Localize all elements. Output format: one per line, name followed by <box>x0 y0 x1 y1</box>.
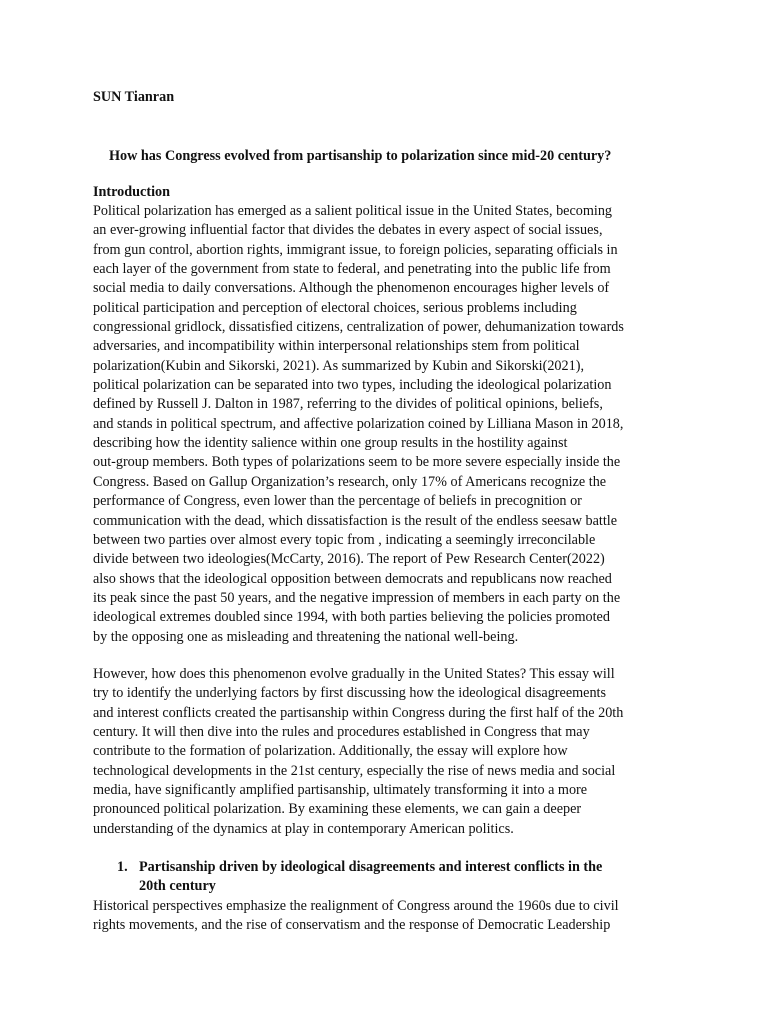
text-line: divide between two ideologies(McCarty, 2016). The report of Pew Research Center(2022) <box>93 551 605 568</box>
author-name: SUN Tianran <box>93 89 175 105</box>
text-line: media, have significantly amplified partisanship, ultimately transforming it into a more <box>93 782 588 799</box>
text-line: technological developments in the 21st century, especially the rise of news media and social <box>93 762 616 779</box>
text-line: an ever-growing influential factor that divides the debates in every aspect of social issues, <box>93 222 603 239</box>
text-line: contribute to the formation of polarization. Additionally, the essay will explore how <box>93 743 568 760</box>
introduction-heading: Introduction <box>93 184 170 200</box>
text-line: However, how does this phenomenon evolve gradually in the United States? This essay will <box>93 666 615 682</box>
text-line: congressional gridlock, dissatisfied citizens, centralization of power, dehumanization towards <box>93 319 624 336</box>
text-line: understanding of the dynamics at play in contemporary American politics. <box>93 820 514 837</box>
text-line: rights movements, and the rise of conservatism and the response of Democratic Leadership <box>93 917 611 934</box>
text-line: political participation and perception of electoral choices, serious problems including <box>93 299 577 316</box>
introduction-paragraph <box>93 202 683 647</box>
text-line: Political polarization has emerged as a salient political issue in the United States, becoming <box>93 203 613 219</box>
section-heading-line: Partisanship driven by ideological disagreements and interest conflicts in the <box>139 859 603 875</box>
text-line: pronounced political polarization. By examining these elements, we can gain a deeper <box>93 801 582 818</box>
section-1-paragraph <box>93 897 683 936</box>
overview-paragraph <box>93 665 683 839</box>
section-1-heading <box>117 858 602 896</box>
text-line: social media to daily conversations. Although the phenomenon encourages higher levels of <box>93 280 610 297</box>
section-heading-line: 20th century <box>139 878 216 894</box>
text-line: century. It will then dive into the rules and procedures established in Congress that may <box>93 724 590 741</box>
text-line: performance of Congress, even lower than the percentage of beliefs in precognition or <box>93 493 582 510</box>
text-line: and stands in political spectrum, and affective polarization coined by Lilliana Mason in 2018, <box>93 415 624 432</box>
text-line: Historical perspectives emphasize the realignment of Congress around the 1960s due to civil <box>93 898 619 914</box>
text-line: its peak since the past 50 years, and the negative impression of members in each party on the <box>93 589 621 606</box>
section-number: 1. <box>117 859 128 875</box>
text-line: ideological extremes doubled since 1994, with both parties believing the policies promoted <box>93 609 610 626</box>
essay-title: How has Congress evolved from partisanship to polarization since mid-20 century? <box>109 148 612 164</box>
text-line: political polarization can be separated into two types, including the ideological polarization <box>93 377 612 394</box>
text-line: try to identify the underlying factors by first discussing how the ideological disagreements <box>93 685 607 702</box>
text-line: by the opposing one as misleading and threatening the national well-being. <box>93 628 519 645</box>
text-line: defined by Russell J. Dalton in 1987, referring to the divides of political opinions, beliefs, <box>93 396 603 413</box>
text-line: between two parties over almost every topic from , indicating a seemingly irreconcilable <box>93 531 596 548</box>
text-line: from gun control, abortion rights, immigrant issue, to foreign policies, separating officials in <box>93 241 618 258</box>
text-line: polarization(Kubin and Sikorski, 2021). As summarized by Kubin and Sikorski(2021), <box>93 357 584 374</box>
text-line: describing how the identity salience within one group results in the hostility against <box>93 435 568 452</box>
text-line: adversaries, and incompatibility within interpersonal relationships stem from political <box>93 338 580 355</box>
text-line: out-group members. Both types of polarizations seem to be more severe especially inside the <box>93 454 621 471</box>
text-line: and interest conflicts created the partisanship within Congress during the first half of the 20th <box>93 704 624 721</box>
text-line: Congress. Based on Gallup Organization’s research, only 17% of Americans recognize the <box>93 473 607 490</box>
text-line: also shows that the ideological opposition between democrats and republicans now reached <box>93 570 612 587</box>
text-line: communication with the dead, which dissatisfaction is the result of the endless seesaw battle <box>93 512 618 529</box>
text-line: each layer of the government from state to federal, and penetrating into the public life from <box>93 261 611 278</box>
